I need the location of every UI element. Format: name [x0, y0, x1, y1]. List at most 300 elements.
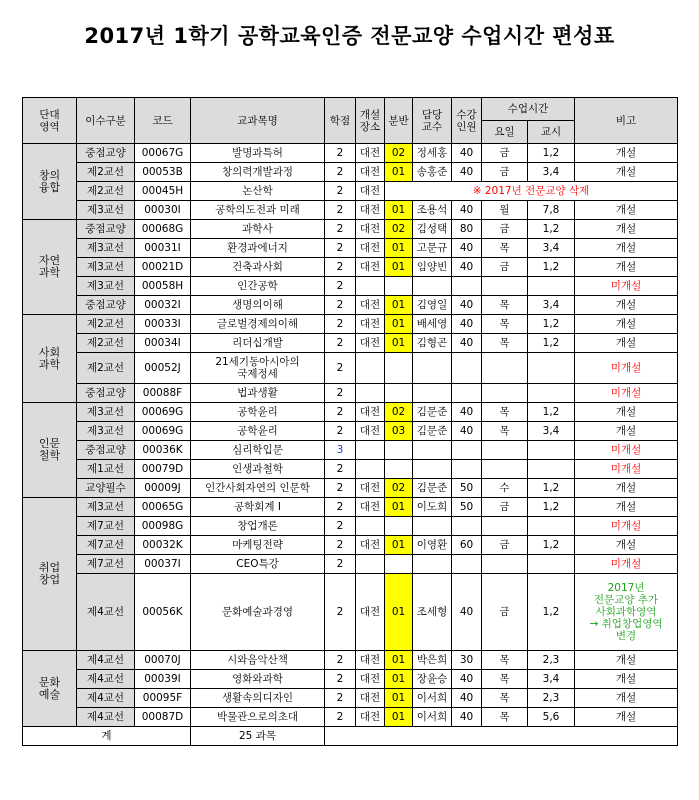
code-cell: 00053B — [135, 163, 191, 182]
credit-cell: 2 — [325, 353, 356, 384]
capacity-cell — [452, 555, 482, 574]
campus-cell: 대전 — [356, 182, 385, 201]
day-cell — [482, 555, 528, 574]
table-row — [23, 441, 678, 460]
day-cell: 금 — [482, 536, 528, 555]
day-cell — [482, 277, 528, 296]
course-name-cell: 글로벌경제의이해 — [191, 315, 325, 334]
credit-cell: 2 — [325, 182, 356, 201]
code-cell: 00065G — [135, 498, 191, 517]
credit-cell: 2 — [325, 536, 356, 555]
credit-cell: 2 — [325, 163, 356, 182]
note-cell: 미개설 — [575, 555, 678, 574]
day-cell: 목 — [482, 651, 528, 670]
course-name-cell: 법과생활 — [191, 384, 325, 403]
course-type-cell: 제2교선 — [77, 182, 135, 201]
professor-cell: 김성택 — [413, 220, 452, 239]
course-name-cell: 건축과사회 — [191, 258, 325, 277]
col-type: 이수구분 — [77, 98, 135, 144]
note-cell: 개설 — [575, 498, 678, 517]
section-cell: 01 — [385, 258, 413, 277]
section-cell: 01 — [385, 201, 413, 220]
credit-cell: 2 — [325, 651, 356, 670]
table-row — [23, 460, 678, 479]
campus-cell — [356, 384, 385, 403]
course-type-cell: 제3교선 — [77, 277, 135, 296]
table-row — [23, 239, 678, 258]
course-type-cell: 제2교선 — [77, 315, 135, 334]
note-cell: 미개설 — [575, 353, 678, 384]
professor-cell: 김영일 — [413, 296, 452, 315]
note-cell: 미개설 — [575, 384, 678, 403]
course-type-cell: 중점교양 — [77, 144, 135, 163]
period-cell — [528, 441, 575, 460]
day-cell: 목 — [482, 422, 528, 441]
course-name-cell: 환경과에너지 — [191, 239, 325, 258]
section-cell: 01 — [385, 498, 413, 517]
campus-cell — [356, 441, 385, 460]
area-cell: 자연 과학 — [23, 220, 77, 315]
page-title: 2017년 1학기 공학교육인증 전문교양 수업시간 편성표 — [84, 24, 615, 48]
day-cell — [482, 353, 528, 384]
col-day: 요일 — [482, 121, 528, 144]
period-cell: 1,2 — [528, 403, 575, 422]
professor-cell: 김문준 — [413, 479, 452, 498]
table-row — [23, 220, 678, 239]
note-cell: 개설 — [575, 239, 678, 258]
section-cell: 02 — [385, 479, 413, 498]
section-cell — [385, 517, 413, 536]
course-name-cell: 시와음악산책 — [191, 651, 325, 670]
note-cell: 개설 — [575, 258, 678, 277]
note-cell: 미개설 — [575, 277, 678, 296]
period-cell: 2,3 — [528, 651, 575, 670]
total-value-cell: 25 과목 — [191, 727, 325, 746]
course-name-cell: 심리학입문 — [191, 441, 325, 460]
capacity-cell: 40 — [452, 296, 482, 315]
credit-cell: 2 — [325, 220, 356, 239]
col-period: 교시 — [528, 121, 575, 144]
day-cell: 목 — [482, 708, 528, 727]
credit-cell: 2 — [325, 258, 356, 277]
section-cell: 01 — [385, 574, 413, 651]
note-cell: 개설 — [575, 479, 678, 498]
course-name-cell: 마케팅전략 — [191, 536, 325, 555]
professor-cell: 조세형 — [413, 574, 452, 651]
area-cell: 인문 철학 — [23, 403, 77, 498]
area-cell: 문화 예술 — [23, 651, 77, 727]
code-cell: 00052J — [135, 353, 191, 384]
table-row — [23, 296, 678, 315]
professor-cell: 이도희 — [413, 498, 452, 517]
day-cell: 수 — [482, 479, 528, 498]
capacity-cell — [452, 384, 482, 403]
code-cell: 00068G — [135, 220, 191, 239]
day-cell — [482, 460, 528, 479]
period-cell: 1,2 — [528, 574, 575, 651]
table-row — [23, 334, 678, 353]
note-cell: 개설 — [575, 296, 678, 315]
capacity-cell: 30 — [452, 651, 482, 670]
note-cell: 미개설 — [575, 517, 678, 536]
capacity-cell: 40 — [452, 574, 482, 651]
col-prof: 담당 교수 — [413, 98, 452, 144]
table-row — [23, 353, 678, 384]
code-cell: 00070J — [135, 651, 191, 670]
day-cell — [482, 517, 528, 536]
course-name-cell: 인생과철학 — [191, 460, 325, 479]
section-cell — [385, 555, 413, 574]
professor-cell: 이서희 — [413, 689, 452, 708]
course-name-cell: 공학회계 I — [191, 498, 325, 517]
note-cell: 미개설 — [575, 460, 678, 479]
note-cell: 개설 — [575, 334, 678, 353]
code-cell: 00021D — [135, 258, 191, 277]
professor-cell: 정세홍 — [413, 144, 452, 163]
total-label-cell: 계 — [23, 727, 191, 746]
campus-cell: 대전 — [356, 315, 385, 334]
day-cell: 목 — [482, 689, 528, 708]
col-time-group: 수업시간 — [482, 98, 575, 121]
campus-cell: 대전 — [356, 479, 385, 498]
code-cell: 00045H — [135, 182, 191, 201]
note-cell: 미개설 — [575, 441, 678, 460]
table-row — [23, 403, 678, 422]
table-row — [23, 201, 678, 220]
professor-cell — [413, 277, 452, 296]
day-cell: 금 — [482, 574, 528, 651]
course-name-cell: 공학의도전과 미래 — [191, 201, 325, 220]
professor-cell — [413, 353, 452, 384]
code-cell: 00079D — [135, 460, 191, 479]
credit-cell: 2 — [325, 555, 356, 574]
day-cell: 월 — [482, 201, 528, 220]
course-type-cell: 중점교양 — [77, 441, 135, 460]
table-row — [23, 182, 678, 201]
section-cell: 01 — [385, 315, 413, 334]
period-cell: 1,2 — [528, 498, 575, 517]
period-cell: 1,2 — [528, 315, 575, 334]
section-cell — [385, 277, 413, 296]
course-type-cell: 중점교양 — [77, 296, 135, 315]
professor-cell: 송홍준 — [413, 163, 452, 182]
section-cell: 01 — [385, 334, 413, 353]
campus-cell — [356, 277, 385, 296]
capacity-cell: 40 — [452, 689, 482, 708]
day-cell: 금 — [482, 498, 528, 517]
code-cell: 00056K — [135, 574, 191, 651]
section-cell: 01 — [385, 163, 413, 182]
credit-cell: 2 — [325, 479, 356, 498]
course-name-cell: 창의력개발과정 — [191, 163, 325, 182]
credit-cell: 2 — [325, 422, 356, 441]
section-cell: 02 — [385, 144, 413, 163]
section-cell: 02 — [385, 403, 413, 422]
table-row — [23, 536, 678, 555]
day-cell: 금 — [482, 144, 528, 163]
professor-cell: 이영환 — [413, 536, 452, 555]
course-name-cell: 논산학 — [191, 182, 325, 201]
capacity-cell — [452, 353, 482, 384]
credit-cell: 2 — [325, 689, 356, 708]
section-cell: 01 — [385, 239, 413, 258]
course-name-cell: 공학윤리 — [191, 403, 325, 422]
course-type-cell: 제4교선 — [77, 689, 135, 708]
course-type-cell: 중점교양 — [77, 220, 135, 239]
campus-cell: 대전 — [356, 498, 385, 517]
course-name-cell: 인간사회자연의 인문학 — [191, 479, 325, 498]
header-row — [23, 98, 678, 121]
code-cell: 00095F — [135, 689, 191, 708]
table-row — [23, 384, 678, 403]
note-cell: 개설 — [575, 689, 678, 708]
capacity-cell: 40 — [452, 670, 482, 689]
period-cell: 2,3 — [528, 689, 575, 708]
credit-cell: 2 — [325, 517, 356, 536]
campus-cell — [356, 460, 385, 479]
credit-cell: 2 — [325, 403, 356, 422]
code-cell: 00098G — [135, 517, 191, 536]
period-cell: 1,2 — [528, 479, 575, 498]
course-name-cell: 박물관으로의초대 — [191, 708, 325, 727]
period-cell — [528, 277, 575, 296]
day-cell: 목 — [482, 403, 528, 422]
campus-cell: 대전 — [356, 144, 385, 163]
course-type-cell: 제2교선 — [77, 334, 135, 353]
professor-cell: 조용석 — [413, 201, 452, 220]
section-cell — [385, 384, 413, 403]
campus-cell: 대전 — [356, 220, 385, 239]
professor-cell: 김문준 — [413, 403, 452, 422]
campus-cell: 대전 — [356, 201, 385, 220]
day-cell — [482, 441, 528, 460]
period-cell: 3,4 — [528, 422, 575, 441]
course-name-cell: 공학윤리 — [191, 422, 325, 441]
code-cell: 00034I — [135, 334, 191, 353]
table-row — [23, 651, 678, 670]
note-cell: 개설 — [575, 144, 678, 163]
period-cell: 1,2 — [528, 536, 575, 555]
capacity-cell — [452, 460, 482, 479]
course-type-cell: 제1교선 — [77, 460, 135, 479]
table-row — [23, 144, 678, 163]
capacity-cell: 40 — [452, 403, 482, 422]
capacity-cell — [452, 441, 482, 460]
col-area: 단대 영역 — [23, 98, 77, 144]
credit-cell: 2 — [325, 460, 356, 479]
credit-cell: 2 — [325, 334, 356, 353]
table-row — [23, 517, 678, 536]
course-type-cell: 제7교선 — [77, 517, 135, 536]
day-cell: 목 — [482, 296, 528, 315]
period-cell: 1,2 — [528, 334, 575, 353]
section-cell: 01 — [385, 651, 413, 670]
section-cell — [385, 441, 413, 460]
capacity-cell: 40 — [452, 163, 482, 182]
professor-cell — [413, 555, 452, 574]
period-cell — [528, 353, 575, 384]
credit-cell: 2 — [325, 574, 356, 651]
capacity-cell: 40 — [452, 708, 482, 727]
course-type-cell: 제3교선 — [77, 422, 135, 441]
course-type-cell: 제3교선 — [77, 239, 135, 258]
course-type-cell: 제7교선 — [77, 555, 135, 574]
schedule-table — [22, 97, 678, 746]
course-name-cell: 리더십개발 — [191, 334, 325, 353]
total-empty-cell — [325, 727, 678, 746]
table-row — [23, 555, 678, 574]
campus-cell: 대전 — [356, 708, 385, 727]
course-type-cell: 제3교선 — [77, 498, 135, 517]
professor-cell: 장윤승 — [413, 670, 452, 689]
capacity-cell — [452, 517, 482, 536]
day-cell: 금 — [482, 258, 528, 277]
section-cell: 01 — [385, 296, 413, 315]
table-row — [23, 277, 678, 296]
credit-cell: 2 — [325, 144, 356, 163]
code-cell: 00036K — [135, 441, 191, 460]
campus-cell: 대전 — [356, 163, 385, 182]
campus-cell: 대전 — [356, 574, 385, 651]
table-row — [23, 574, 678, 651]
credit-cell: 3 — [325, 441, 356, 460]
course-name-cell: 생명의이해 — [191, 296, 325, 315]
code-cell: 00088F — [135, 384, 191, 403]
code-cell: 00032I — [135, 296, 191, 315]
section-cell: 01 — [385, 670, 413, 689]
code-cell: 00030I — [135, 201, 191, 220]
professor-cell: 김형곤 — [413, 334, 452, 353]
note-cell: 개설 — [575, 422, 678, 441]
capacity-cell: 40 — [452, 258, 482, 277]
course-type-cell: 제4교선 — [77, 708, 135, 727]
credit-cell: 2 — [325, 296, 356, 315]
professor-cell — [413, 384, 452, 403]
capacity-cell: 40 — [452, 239, 482, 258]
section-cell — [385, 460, 413, 479]
deleted-note-cell: ※ 2017년 전문교양 삭제 — [385, 182, 678, 201]
section-cell: 01 — [385, 689, 413, 708]
code-cell: 00033I — [135, 315, 191, 334]
code-cell: 00039I — [135, 670, 191, 689]
code-cell: 00069G — [135, 403, 191, 422]
credit-cell: 2 — [325, 239, 356, 258]
table-row — [23, 689, 678, 708]
professor-cell: 김문준 — [413, 422, 452, 441]
professor-cell: 박은희 — [413, 651, 452, 670]
code-cell: 00037I — [135, 555, 191, 574]
period-cell — [528, 517, 575, 536]
area-cell: 사회 과학 — [23, 315, 77, 403]
schedule-body — [23, 144, 678, 746]
campus-cell: 대전 — [356, 536, 385, 555]
course-type-cell: 제2교선 — [77, 163, 135, 182]
course-type-cell: 제3교선 — [77, 201, 135, 220]
campus-cell: 대전 — [356, 670, 385, 689]
period-cell: 1,2 — [528, 258, 575, 277]
table-row — [23, 258, 678, 277]
table-row — [23, 708, 678, 727]
col-section: 분반 — [385, 98, 413, 144]
course-type-cell: 제3교선 — [77, 258, 135, 277]
professor-cell: 고문규 — [413, 239, 452, 258]
capacity-cell: 80 — [452, 220, 482, 239]
campus-cell: 대전 — [356, 689, 385, 708]
course-type-cell: 교양필수 — [77, 479, 135, 498]
credit-cell: 2 — [325, 277, 356, 296]
period-cell: 3,4 — [528, 670, 575, 689]
credit-cell: 2 — [325, 708, 356, 727]
capacity-cell: 40 — [452, 144, 482, 163]
course-name-cell: 영화와과학 — [191, 670, 325, 689]
col-credit: 학점 — [325, 98, 356, 144]
course-name-cell: 창업개론 — [191, 517, 325, 536]
capacity-cell: 40 — [452, 201, 482, 220]
day-cell: 목 — [482, 334, 528, 353]
day-cell — [482, 384, 528, 403]
credit-cell: 2 — [325, 201, 356, 220]
campus-cell — [356, 353, 385, 384]
code-cell: 00032K — [135, 536, 191, 555]
period-cell: 7,8 — [528, 201, 575, 220]
credit-cell: 2 — [325, 498, 356, 517]
capacity-cell: 40 — [452, 334, 482, 353]
note-cell: 개설 — [575, 201, 678, 220]
table-row — [23, 163, 678, 182]
area-cell: 창의 융합 — [23, 144, 77, 220]
capacity-cell — [452, 277, 482, 296]
period-cell: 3,4 — [528, 296, 575, 315]
period-cell: 1,2 — [528, 144, 575, 163]
col-note: 비고 — [575, 98, 678, 144]
day-cell: 금 — [482, 220, 528, 239]
section-cell — [385, 353, 413, 384]
campus-cell: 대전 — [356, 239, 385, 258]
capacity-cell: 60 — [452, 536, 482, 555]
table-row — [23, 670, 678, 689]
note-cell: 2017년 전문교양 추가 사회과학영역 → 취업창업영역 변경 — [575, 574, 678, 651]
campus-cell: 대전 — [356, 651, 385, 670]
campus-cell — [356, 517, 385, 536]
code-cell: 00069G — [135, 422, 191, 441]
day-cell: 목 — [482, 239, 528, 258]
section-cell: 02 — [385, 220, 413, 239]
course-type-cell: 제3교선 — [77, 403, 135, 422]
professor-cell: 이서희 — [413, 708, 452, 727]
credit-cell: 2 — [325, 670, 356, 689]
course-name-cell: 21세기동아시아의 국제정세 — [191, 353, 325, 384]
campus-cell: 대전 — [356, 422, 385, 441]
professor-cell: 배세영 — [413, 315, 452, 334]
period-cell: 3,4 — [528, 163, 575, 182]
capacity-cell: 50 — [452, 498, 482, 517]
course-name-cell: CEO특강 — [191, 555, 325, 574]
col-code: 코드 — [135, 98, 191, 144]
course-type-cell: 제7교선 — [77, 536, 135, 555]
table-row — [23, 479, 678, 498]
section-cell: 01 — [385, 536, 413, 555]
day-cell: 목 — [482, 315, 528, 334]
capacity-cell: 40 — [452, 315, 482, 334]
campus-cell: 대전 — [356, 403, 385, 422]
course-type-cell: 중점교양 — [77, 384, 135, 403]
course-name-cell: 문화예술과경영 — [191, 574, 325, 651]
note-cell: 개설 — [575, 403, 678, 422]
note-cell: 개설 — [575, 670, 678, 689]
capacity-cell: 40 — [452, 422, 482, 441]
capacity-cell: 50 — [452, 479, 482, 498]
code-cell: 00031I — [135, 239, 191, 258]
